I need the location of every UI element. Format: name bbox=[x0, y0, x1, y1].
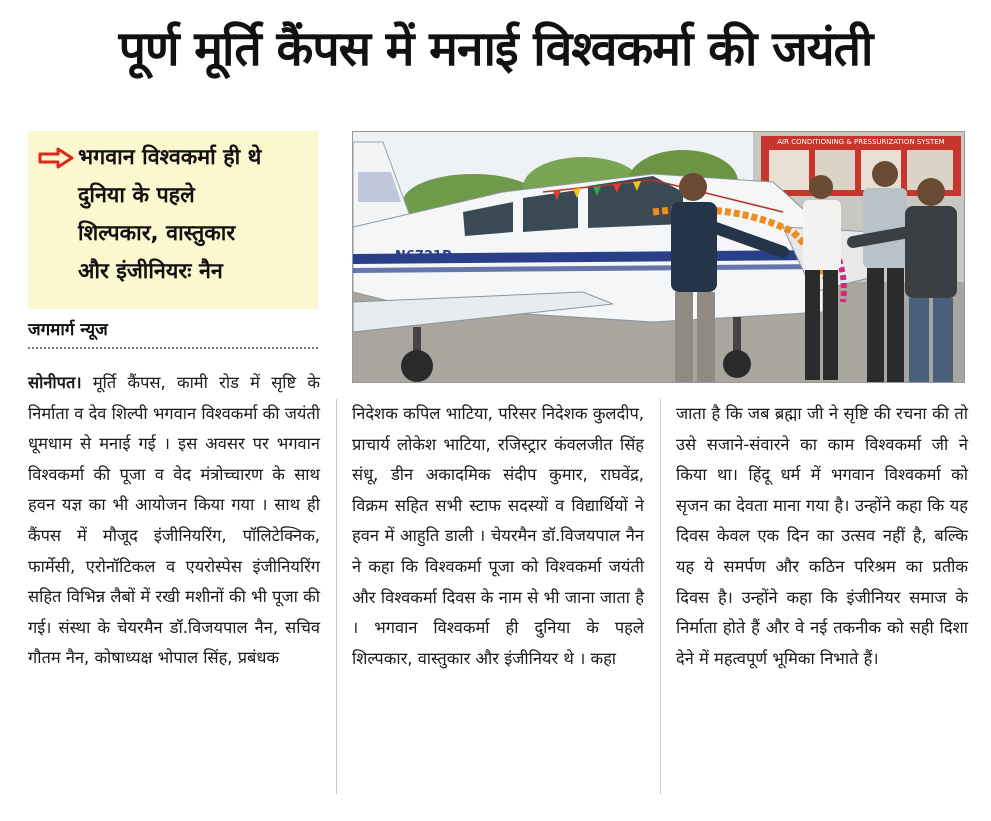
subheadline-line-2: दुनिया के पहले bbox=[78, 183, 195, 208]
subheadline-line-4: और इंजीनियरः नैन bbox=[78, 259, 223, 284]
subheadline-line-3: शिल्पकार, वास्तुकार bbox=[78, 221, 236, 246]
signboard-text: AIR CONDITIONING & PRESSURIZATION SYSTEM bbox=[777, 138, 945, 146]
column-divider-1 bbox=[336, 399, 337, 794]
aircraft-registration: N6721P bbox=[395, 249, 452, 264]
news-photo bbox=[352, 131, 965, 383]
photo-aircraft-ceremony bbox=[353, 132, 965, 383]
dateline: सोनीपत। bbox=[28, 373, 82, 392]
headline: पूर्ण मूर्ति कैंपस में मनाई विश्वकर्मा की जयंती bbox=[118, 21, 873, 77]
article-column-1-text: मूर्ति कैंपस, कामी रोड में सृष्टि के निर्माता व देव शिल्पी भगवान विश्वकर्मा की जयंती धूमधाम से मनाई गई । इस अवसर पर भगवान विश्वकर्मा की पूजा व वेद मंत्रोच्चारण के साथ हवन यज्ञ का भी आयोजन किया गया । साथ ही कैंपस में मौजूद इंजीनियरिंग, पॉलिटेक्निक, फार्मेसी, एरोनॉटिकल व एयरोस्पेस इंजीनियरिंग सहित विभिन्न लैबों में रखी मशीनों की भी पूजा की गई। संस्था के चेयरमैन डॉ.विजयपाल नैन, सचिव गौतम नैन, कोषाध्यक्ष भोपाल सिंह, प्रबंधक bbox=[28, 373, 320, 668]
article-column-2: निदेशक कपिल भाटिया, परिसर निदेशक कुलदीप, प्राचार्य लोकेश भाटिया, रजिस्ट्रार कंवलजीत सिंह संधू, डीन अकादमिक संदीप कुमार, राघवेंद्र, विक्रम सहित सभी स्टाफ सदस्यों व विद्यार्थियों ने हवन में आहुति डाली । चेयरमैन डॉ.विजयपाल नैन ने कहा कि विश्वकर्मा पूजा को विश्वकर्मा जयंती और विश्वकर्मा दिवस के नाम से भी जाना जाता है । भगवान विश्वकर्मा ही दुनिया के पहले शिल्पकार, वास्तुकार और इंजीनियर थे । कहा bbox=[352, 404, 644, 668]
subheadline-line-1 bbox=[38, 139, 310, 177]
right-arrow-icon bbox=[38, 147, 74, 169]
byline: जगमार्ग न्यूज bbox=[28, 317, 318, 349]
subheadline-box bbox=[28, 131, 318, 309]
subheadline-text-1: भगवान विश्वकर्मा ही थे bbox=[78, 145, 262, 170]
article-column-3: जाता है कि जब ब्रह्मा जी ने सृष्टि की रचना की तो उसे सजाने-संवारने का काम विश्वकर्मा जी ने किया था। हिंदू धर्म में भगवान विश्वकर्मा को सृजन का देवता माना गया है। उन्होंने कहा कि यह दिवस केवल एक दिन का उत्सव नहीं है, बल्कि यह ये समर्पण और कठिन परिश्रम का प्रतीक दिवस है। उन्होंने कहा कि इंजीनियर समाज के निर्माता होते हैं और वे नई तकनीक को सही दिशा देने में महत्वपूर्ण भूमिका निभाते हैं। bbox=[676, 404, 968, 668]
column-divider-2 bbox=[660, 399, 661, 794]
article-column-1 bbox=[28, 368, 320, 674]
